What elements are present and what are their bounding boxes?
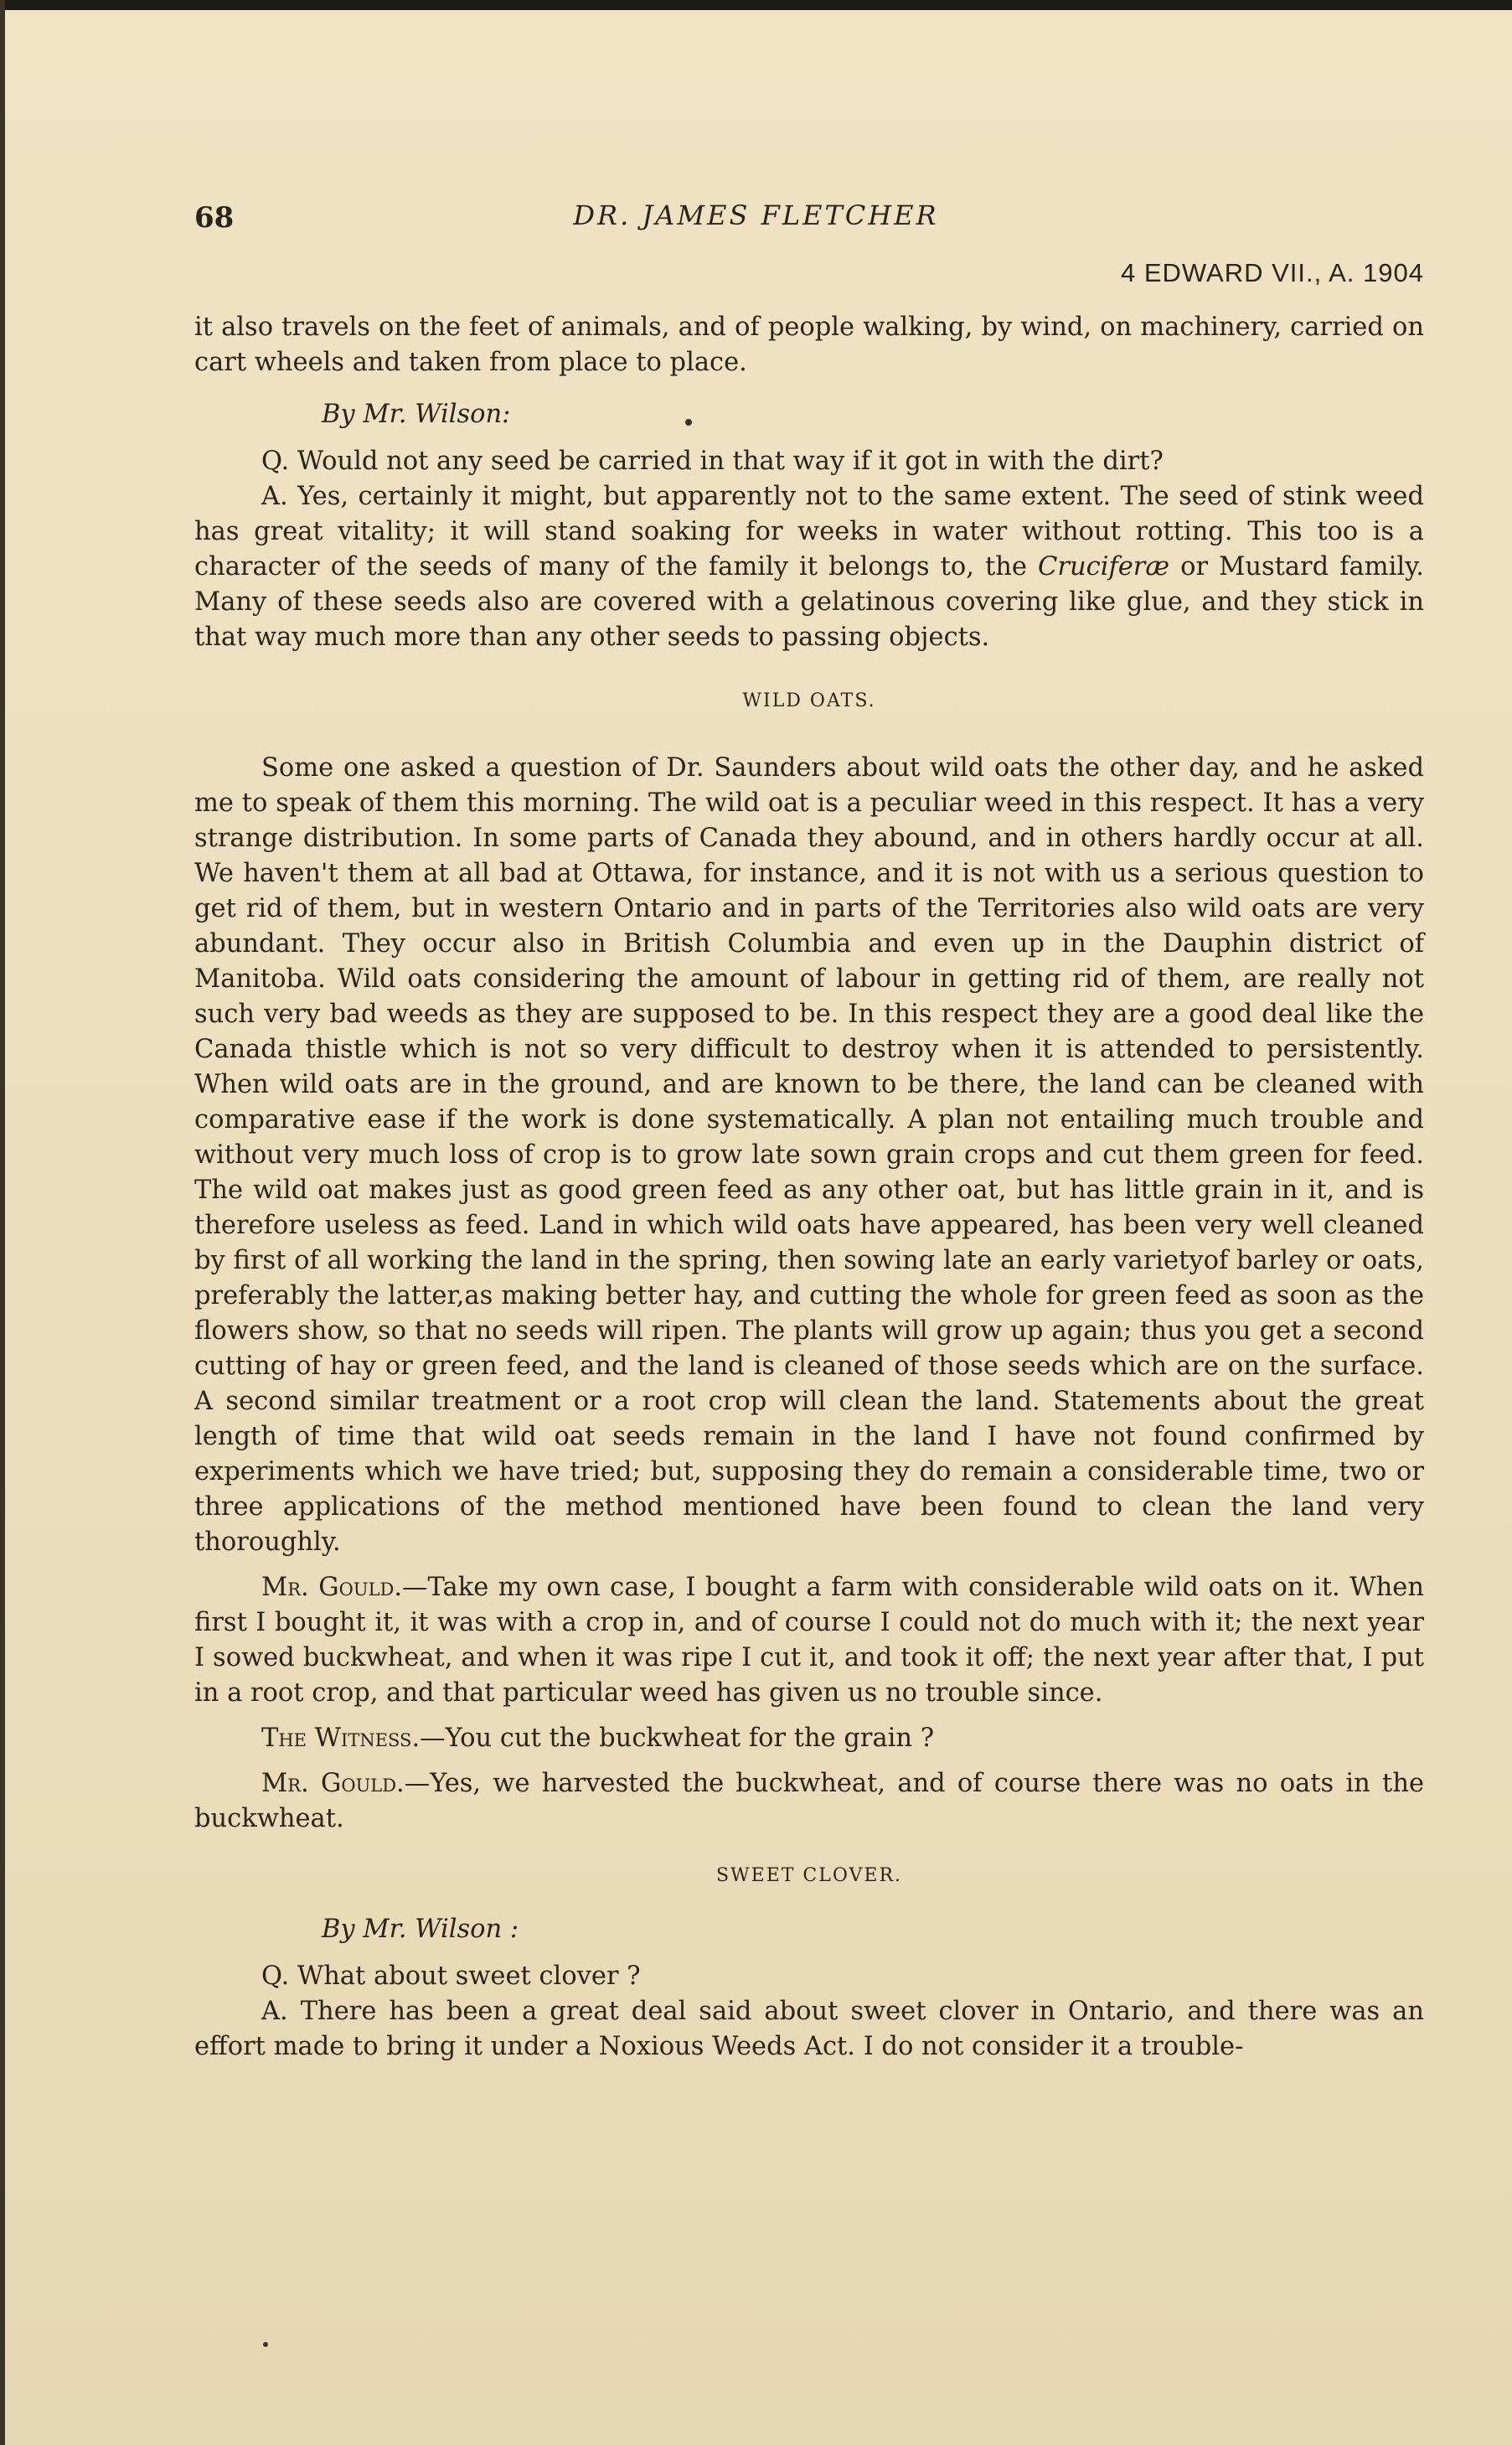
scan-border-left — [0, 0, 5, 2445]
question: Q. Would not any seed be carried in that way if it got in with the dirt? — [261, 447, 1164, 476]
paragraph-continuation: it also travels on the feet of animals, and of people walking, by wind, on machinery, carried on cart wheels and taken from place to place. — [194, 313, 1424, 377]
section-heading-sweet-clover: SWEET CLOVER. — [715, 1865, 903, 1886]
gould-remark — [194, 1570, 1424, 1711]
section-heading-wild-oats: WILD OATS. — [742, 690, 876, 711]
session-label: 4 EDWARD VII., A. 1904 — [1121, 258, 1424, 287]
examiner-line: By Mr. Wilson: — [322, 400, 511, 429]
running-title: DR. JAMES FLETCHER — [573, 199, 939, 231]
gould-reply — [194, 1766, 1424, 1837]
speaker-name: Mr. Gould. — [261, 1573, 403, 1602]
answer — [194, 479, 1424, 655]
ink-speck — [263, 2342, 268, 2347]
question: Q. What about sweet clover ? — [261, 1962, 641, 1991]
examiner-line: By Mr. Wilson : — [322, 1915, 519, 1944]
body-text — [194, 310, 1424, 2065]
speech-text: —Take my own case, I bought a farm with considerable wild oats on it. When first I bought it, it was with a crop in, and of course I could not do much with it; the next year I sowed buckwheat, and when it was ripe I cut it, and took it off; the next year after that, I put in a root crop, and that particular weed has given us no trouble since. — [194, 1573, 1424, 1708]
speaker-name: The Witness. — [261, 1724, 421, 1753]
speech-text: —You cut the buckwheat for the grain ? — [420, 1724, 935, 1753]
answer-text-end: or Mustard family. Many of these seeds also are covered with a gelatinous covering like glue, and they stick in that way much more than any other seeds to passing objects. — [194, 552, 1424, 652]
speaker-name: Mr. Gould. — [261, 1769, 405, 1798]
page-number: 68 — [194, 201, 235, 235]
witness-remark — [194, 1721, 1424, 1756]
answer: A. There has been a great deal said about sweet clover in Ontario, and there was an effort made to bring it under a Noxious Weeds Act. I do not consider it a trouble- — [194, 1997, 1424, 2061]
wild-oats-paragraph: Some one asked a question of Dr. Saunders about wild oats the other day, and he asked me to speak of them this morning. The wild oat is a peculiar weed in this respect. It has a very strange distribution. In some parts of Canada they abound, and in others hardly occur at all. We haven't them at all bad at Ottawa, for instance, and it is not with us a serious question to get rid of them, but in western Ontario and in parts of the Territories also wild oats are very abundant. They occur also in British Columbia and even up in the Dauphin district of Manitoba. Wild oats considering the amount of labour in getting rid of them, are really not such very bad weeds as they are supposed to be. In this respect they are a good deal like the Canada thistle which is not so very difficult to destroy when it is attended to persistently. When wild oats are in the ground, and are known to be there, the land can be cleaned with comparative ease if the work is done systematically. A plan not entailing much trouble and without very much loss of crop is to grow late sown grain crops and cut them green for feed. The wild oat makes just as good green feed as any other oat, but has little grain in it, and is therefore useless as feed. Land in which wild oats have appeared, has been very well cleaned by first of all working the land in the spring, then sowing late an early varietyof barley or oats, preferably the latter,as making better hay, and cutting the whole for green feed as soon as the flowers show, so that no seeds will ripen. The plants will grow up again; thus you get a second cutting of hay or green feed, and the land is cleaned of those seeds which are on the surface. A second similar treatment or a root crop will clean the land. Statements about the great length of time that wild oat seeds remain in the land I have not found confirmed by experiments which we have tried; but, supposing they do remain a considerable time, two or three applications of the method mentioned have been found to clean the land very thoroughly. — [194, 753, 1424, 1557]
latin-term: Cruciferæ — [1038, 552, 1170, 582]
answer-text-start: A. Yes, certainly it might, but apparently not to the same extent. The seed of stink weed has great vitality; it will stand soaking for weeks in water without rotting. This too is a character of the seeds of many of the family it belongs to, the — [194, 482, 1424, 582]
speech-text: —Yes, we harvested the buckwheat, and of course there was no oats in the buckwheat. — [194, 1769, 1425, 1833]
scan-border-top — [0, 0, 1512, 10]
